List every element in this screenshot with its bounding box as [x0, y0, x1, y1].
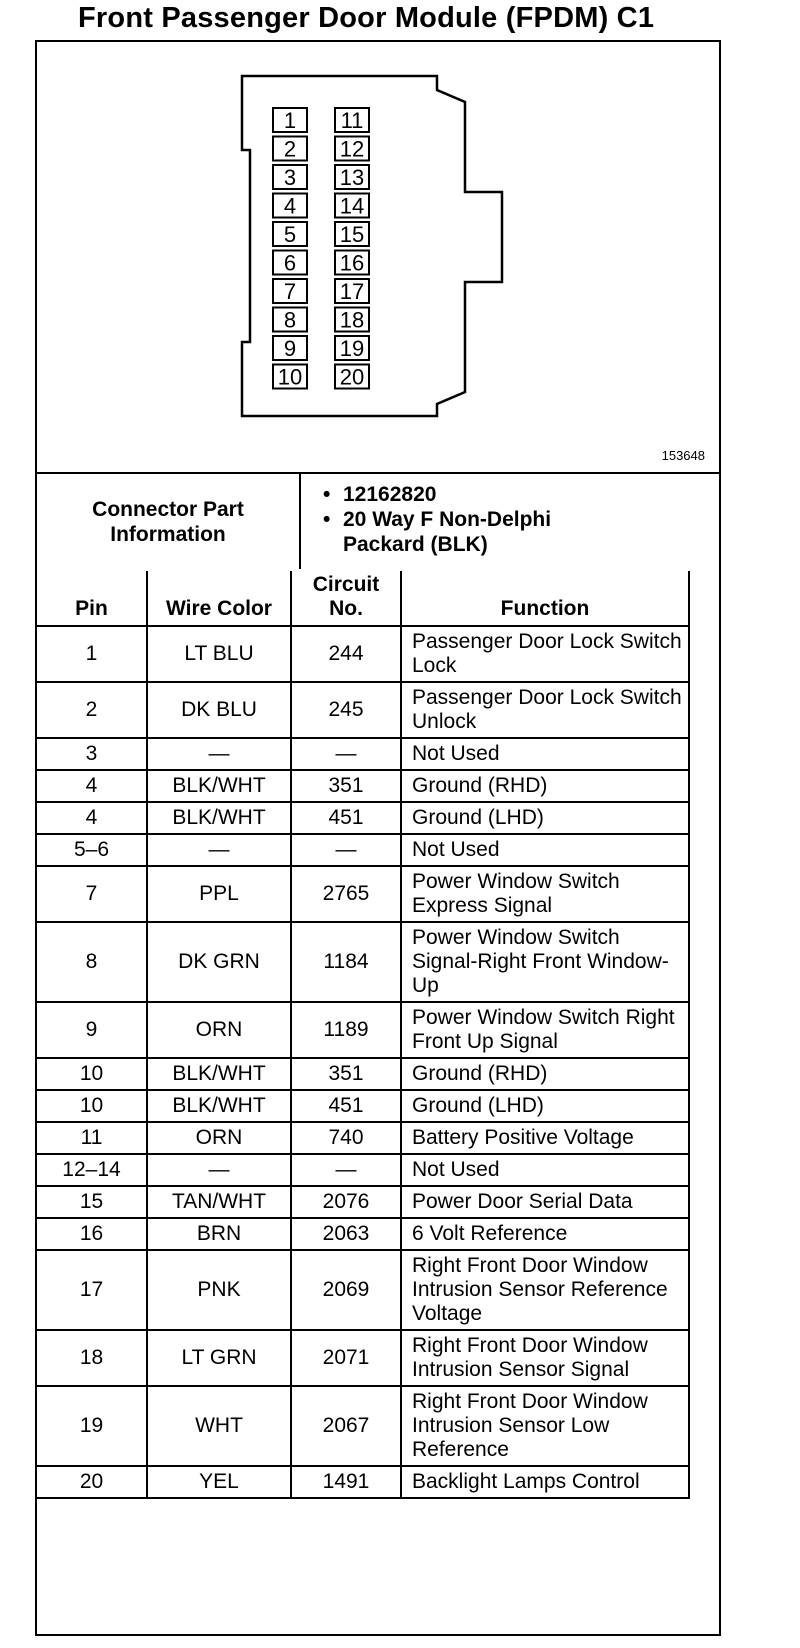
pin-number-label: 18 — [339, 307, 365, 333]
pin-number-label: 17 — [339, 279, 365, 304]
connector-diagram — [37, 42, 719, 472]
pin-cell: 3 — [37, 738, 147, 770]
table-header-row — [37, 571, 689, 626]
pin-number-label: 15 — [339, 222, 365, 247]
table-row — [37, 1330, 689, 1386]
circuit-cell: 2071 — [291, 1330, 401, 1386]
function-cell: Battery Positive Voltage — [401, 1122, 689, 1154]
circuit-cell: 2067 — [291, 1386, 401, 1466]
pin-number-label: 7 — [283, 279, 297, 304]
circuit-cell: 244 — [291, 626, 401, 682]
pin-number-label: 6 — [283, 250, 297, 276]
wire-color-cell: — — [147, 738, 291, 770]
table-row — [37, 834, 689, 866]
table-row — [37, 626, 689, 682]
circuit-cell: 451 — [291, 1090, 401, 1122]
table-row — [37, 738, 689, 770]
part-info-item: • 20 Way F Non-Delphi Packard (BLK) — [319, 507, 593, 557]
table-row — [37, 1122, 689, 1154]
pin-number-label: 5 — [283, 222, 297, 247]
wire-color-cell: BLK/WHT — [147, 1090, 291, 1122]
function-cell: Passenger Door Lock Switch Lock — [401, 626, 689, 682]
table-row — [37, 1186, 689, 1218]
connector-part-info — [37, 474, 719, 569]
function-cell: Right Front Door Window Intrusion Sensor Signal — [401, 1330, 689, 1386]
pin-cell: 17 — [37, 1250, 147, 1330]
pin-cell: 10 — [37, 1090, 147, 1122]
function-cell: Right Front Door Window Intrusion Sensor Low Reference — [401, 1386, 689, 1466]
header-pin: Pin — [37, 571, 147, 626]
table-row — [37, 1250, 689, 1330]
circuit-cell: 1189 — [291, 1002, 401, 1058]
pin-cell: 12–14 — [37, 1154, 147, 1186]
wire-color-cell: BRN — [147, 1218, 291, 1250]
pin-number-label: 19 — [339, 336, 365, 361]
pin-number-label: 12 — [339, 136, 365, 162]
function-cell: 6 Volt Reference — [401, 1218, 689, 1250]
pin-cell: 4 — [37, 802, 147, 834]
header-circuit-no: Circuit No. — [291, 571, 401, 626]
pin-number-label: 13 — [339, 165, 365, 190]
left-pin-column — [273, 108, 307, 390]
table-row — [37, 1154, 689, 1186]
pin-number-label: 1 — [283, 108, 297, 133]
pin-cell: 15 — [37, 1186, 147, 1218]
pin-cell: 1 — [37, 626, 147, 682]
circuit-cell: 2069 — [291, 1250, 401, 1330]
wire-color-cell: — — [147, 1154, 291, 1186]
circuit-cell: 451 — [291, 802, 401, 834]
pin-table — [37, 571, 690, 1499]
function-cell: Not Used — [401, 1154, 689, 1186]
wire-color-cell: — — [147, 834, 291, 866]
pin-cell: 20 — [37, 1466, 147, 1498]
connector-part-info-label: Connector Part Information — [92, 497, 244, 546]
function-cell: Right Front Door Window Intrusion Sensor Reference Voltage — [401, 1250, 689, 1330]
table-row — [37, 1386, 689, 1466]
circuit-cell: — — [291, 834, 401, 866]
pin-number-label: 11 — [340, 108, 364, 133]
circuit-cell: 2063 — [291, 1218, 401, 1250]
pin-number-label: 2 — [283, 136, 297, 162]
wire-color-cell: DK GRN — [147, 922, 291, 1002]
circuit-cell: 740 — [291, 1122, 401, 1154]
wire-color-cell: TAN/WHT — [147, 1186, 291, 1218]
circuit-cell: — — [291, 1154, 401, 1186]
pin-number-label: 10 — [277, 364, 303, 390]
pin-number-label: 4 — [283, 193, 297, 219]
table-row — [37, 1058, 689, 1090]
pin-cell: 8 — [37, 922, 147, 1002]
pin-cell: 19 — [37, 1386, 147, 1466]
header-wire-color: Wire Color — [147, 571, 291, 626]
header-function: Function — [401, 571, 689, 626]
pin-cell: 11 — [37, 1122, 147, 1154]
wire-color-cell: ORN — [147, 1122, 291, 1154]
pin-cell: 10 — [37, 1058, 147, 1090]
function-cell: Not Used — [401, 738, 689, 770]
table-row — [37, 1466, 689, 1498]
pin-cell: 4 — [37, 770, 147, 802]
table-row — [37, 1090, 689, 1122]
pin-cell: 18 — [37, 1330, 147, 1386]
circuit-cell: — — [291, 738, 401, 770]
function-cell: Power Door Serial Data — [401, 1186, 689, 1218]
circuit-cell: 245 — [291, 682, 401, 738]
table-row — [37, 682, 689, 738]
wire-color-cell: ORN — [147, 1002, 291, 1058]
circuit-cell: 351 — [291, 770, 401, 802]
circuit-cell: 1184 — [291, 922, 401, 1002]
function-cell: Ground (LHD) — [401, 802, 689, 834]
part-info-item: • 12162820 — [319, 482, 593, 507]
table-row — [37, 866, 689, 922]
table-row — [37, 770, 689, 802]
function-cell: Backlight Lamps Control — [401, 1466, 689, 1498]
wire-color-cell: DK BLU — [147, 682, 291, 738]
pin-number-label: 8 — [283, 307, 297, 333]
pin-number-label: 20 — [339, 364, 365, 390]
pin-number-label: 3 — [283, 165, 297, 190]
wire-color-cell: WHT — [147, 1386, 291, 1466]
function-cell: Passenger Door Lock Switch Unlock — [401, 682, 689, 738]
pin-cell: 9 — [37, 1002, 147, 1058]
wire-color-cell: PPL — [147, 866, 291, 922]
table-row — [37, 1218, 689, 1250]
circuit-cell: 351 — [291, 1058, 401, 1090]
table-row — [37, 1002, 689, 1058]
pin-number-label: 9 — [283, 336, 297, 361]
right-pin-column — [335, 108, 369, 390]
table-row — [37, 802, 689, 834]
function-cell: Power Window Switch Right Front Up Signal — [401, 1002, 689, 1058]
circuit-cell: 1491 — [291, 1466, 401, 1498]
function-cell: Ground (LHD) — [401, 1090, 689, 1122]
wire-color-cell: BLK/WHT — [147, 770, 291, 802]
pin-cell: 16 — [37, 1218, 147, 1250]
wire-color-cell: BLK/WHT — [147, 1058, 291, 1090]
table-row — [37, 922, 689, 1002]
pin-cell: 5–6 — [37, 834, 147, 866]
wire-color-cell: LT GRN — [147, 1330, 291, 1386]
pin-cell: 2 — [37, 682, 147, 738]
part-number: 153648 — [661, 448, 705, 463]
connector-face-drawing — [37, 42, 719, 472]
page-title: Front Passenger Door Module (FPDM) C1 — [78, 2, 655, 34]
wire-color-cell: BLK/WHT — [147, 802, 291, 834]
pin-number-label: 14 — [339, 193, 365, 219]
function-cell: Ground (RHD) — [401, 1058, 689, 1090]
connector-part-info-list — [319, 482, 593, 557]
wire-color-cell: LT BLU — [147, 626, 291, 682]
wire-color-cell: PNK — [147, 1250, 291, 1330]
circuit-cell: 2076 — [291, 1186, 401, 1218]
circuit-cell: 2765 — [291, 866, 401, 922]
function-cell: Power Window Switch Signal-Right Front Window-Up — [401, 922, 689, 1002]
connector-sheet — [35, 40, 721, 1636]
function-cell: Power Window Switch Express Signal — [401, 866, 689, 922]
function-cell: Not Used — [401, 834, 689, 866]
function-cell: Ground (RHD) — [401, 770, 689, 802]
wire-color-cell: YEL — [147, 1466, 291, 1498]
divider — [299, 474, 301, 569]
pin-cell: 7 — [37, 866, 147, 922]
pin-number-label: 16 — [339, 250, 365, 276]
